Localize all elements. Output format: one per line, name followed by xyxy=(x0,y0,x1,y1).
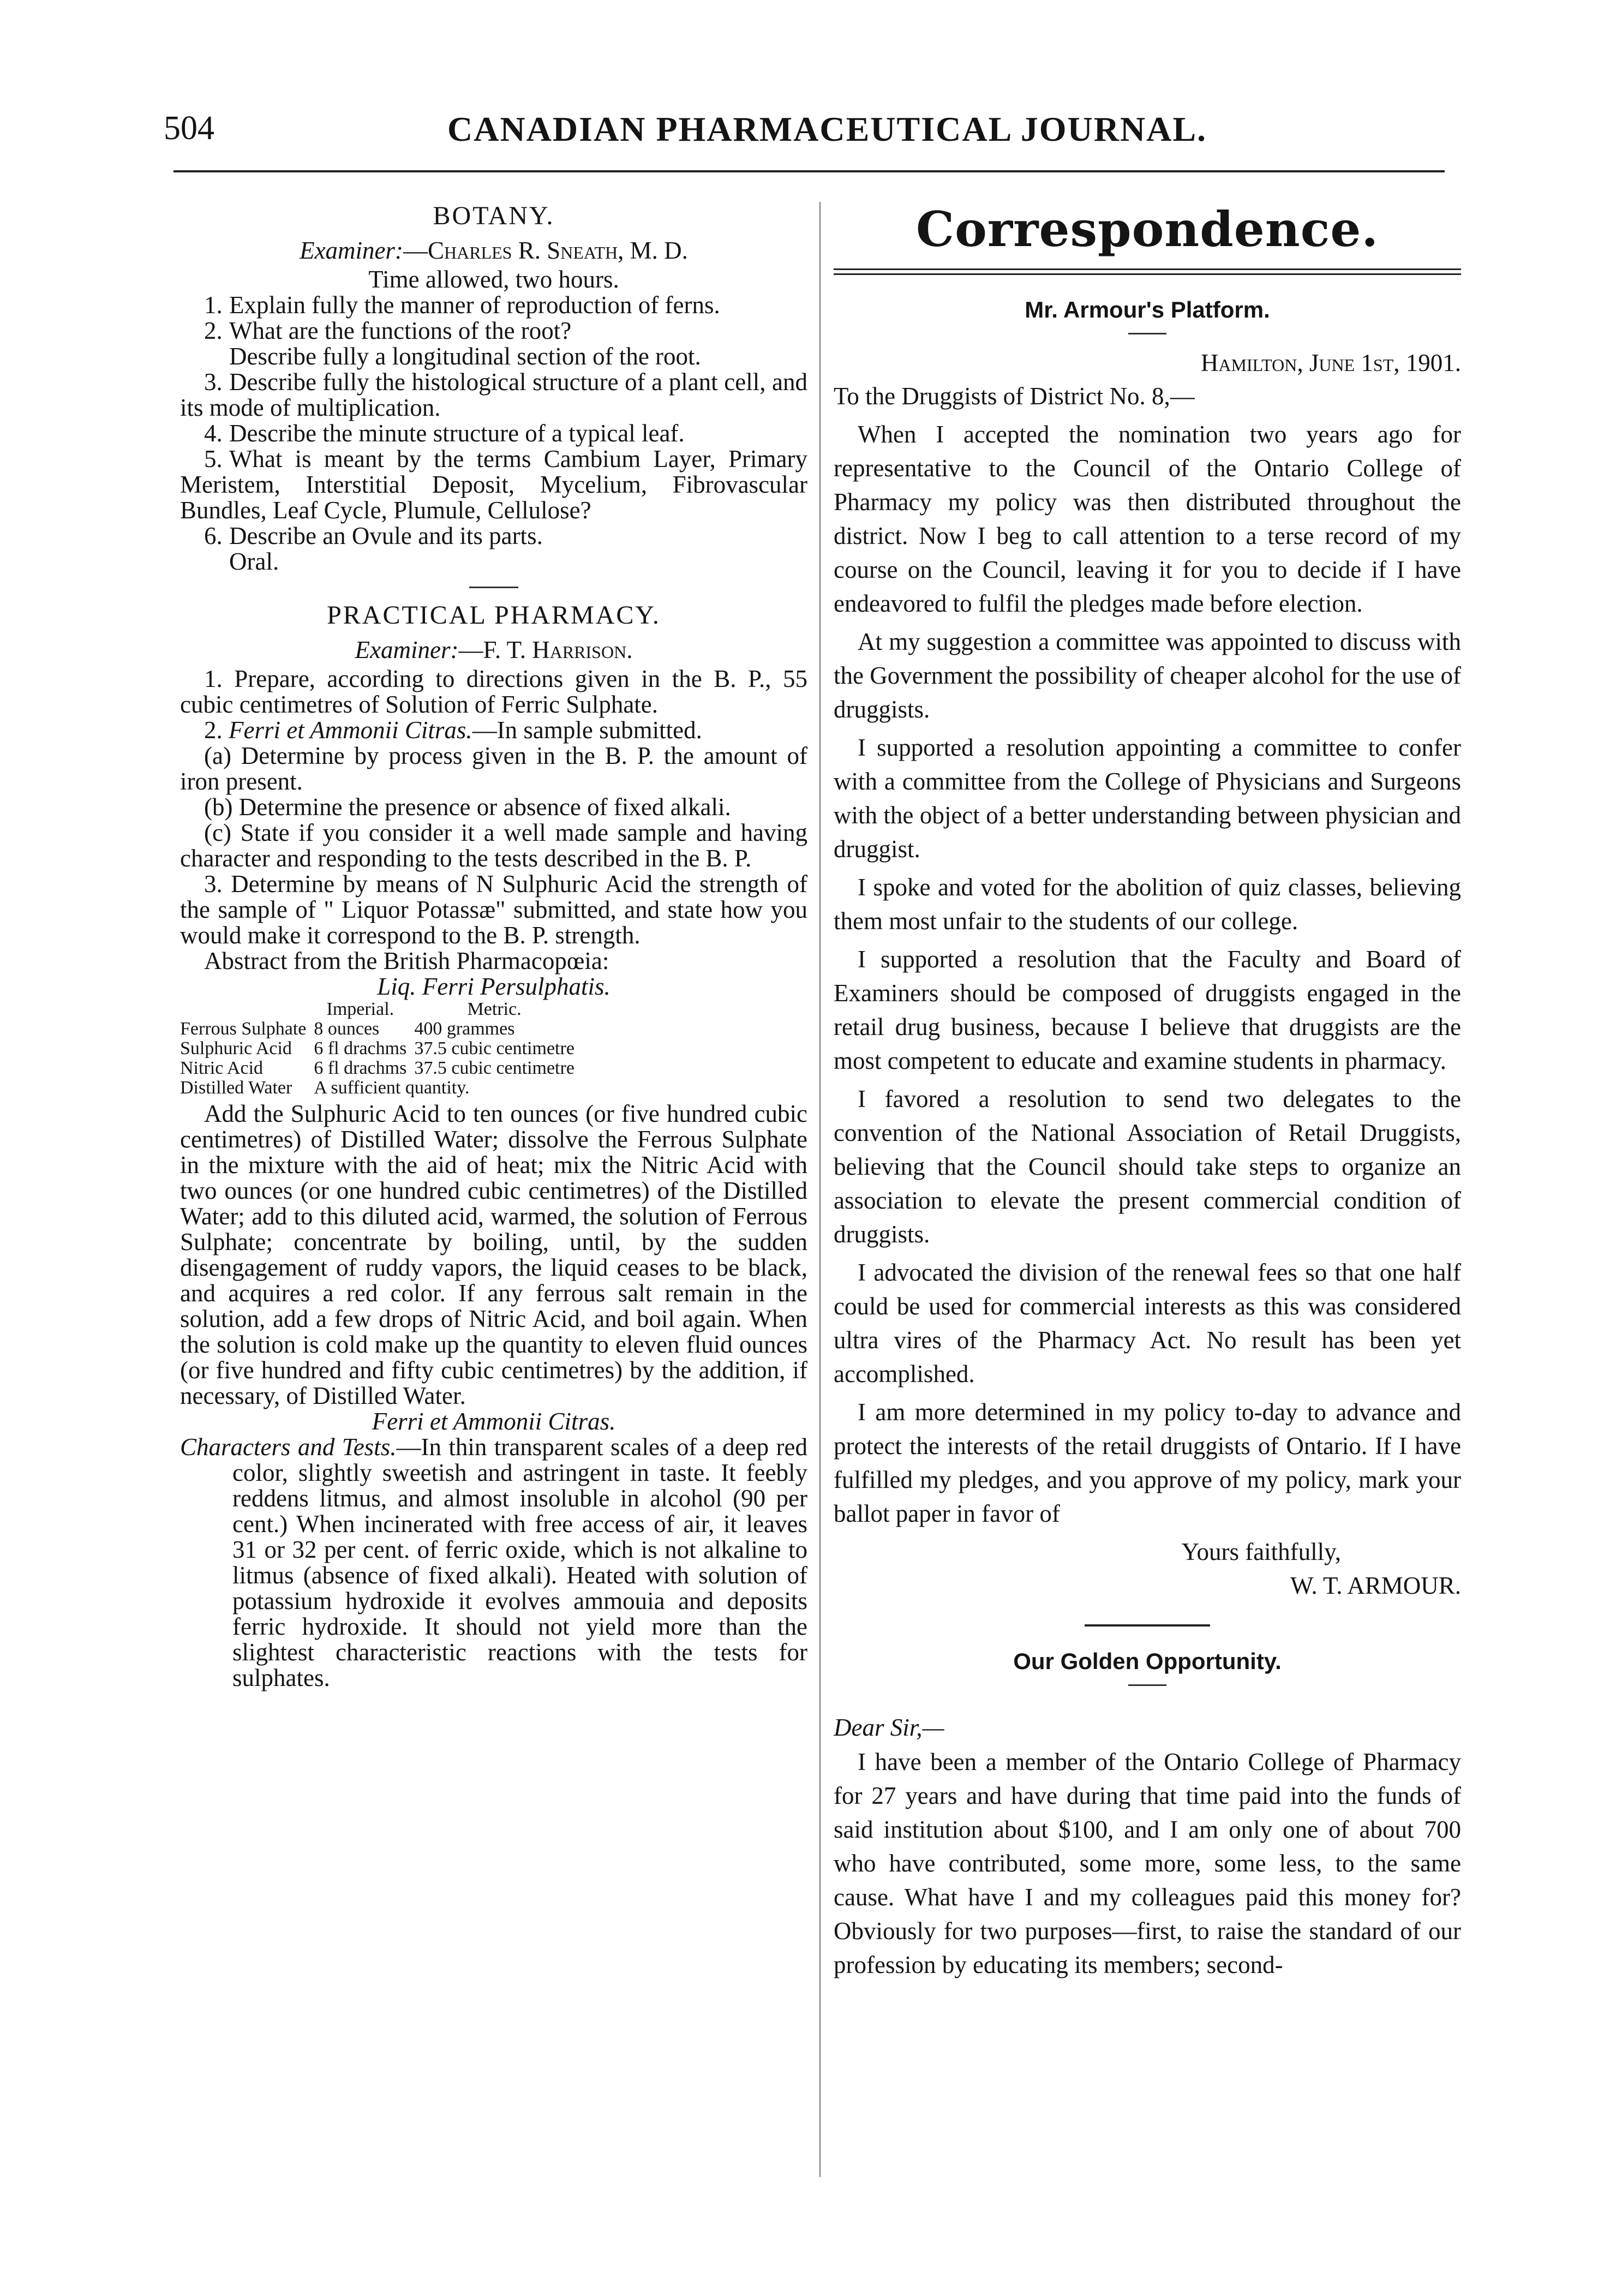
table-row: Sulphuric Acid 6 fl drachms 37.5 cubic centimetre xyxy=(180,1038,574,1059)
letter-paragraph: I supported a resolution appointing a committee to confer with a committee from the College of Physicians and Surgeons with the object of a better understanding between physician and druggist. xyxy=(834,734,1461,863)
botany-question: 2. What are the functions of the root? xyxy=(204,317,572,344)
preparation-method: Add the Sulphuric Acid to ten ounces (or five hundred cubic centimetres) of Distilled Water; dissolve the Ferrous Sulphate in the mixture with the aid of heat; mix the Nitric Acid with two ounces (or one hundred cubic centimetres) of the Distilled Water; add to this diluted acid, warmed, the solution of Ferrous Sulphate; concentrate by boiling, until, by the sudden disengagement of ruddy vapors, the liquid ceases to be black, and acquires a red color. If any ferrous salt remain in the solution, add a few drops of Nitric Acid, and boil again. When the solution is cold make up the quantity to eleven fluid ounces (or five hundred and fifty cubic centimetres) by the addition, if necessary, of Distilled Water. xyxy=(180,1100,807,1409)
dateline: Hamilton, June 1st, 1901. xyxy=(1200,349,1461,376)
table-row: Distilled Water A sufficient quantity. xyxy=(180,1078,470,1098)
botany-time-allowed: Time allowed, two hours. xyxy=(368,266,619,293)
journal-title: CANADIAN PHARMACEUTICAL JOURNAL. xyxy=(447,110,1207,148)
pharmacy-examiner-name: —F. T. Harrison. xyxy=(458,636,633,663)
title-divider xyxy=(1128,333,1166,334)
letter-paragraph: At my suggestion a committee was appointed to discuss with the Government the possibility of cheaper alcohol for the use of druggists. xyxy=(834,628,1461,723)
letter-paragraph: I spoke and voted for the abolition of quiz classes, believing them most unfair to the students of our college. xyxy=(834,874,1461,935)
botany-examiner xyxy=(180,236,807,265)
column-divider xyxy=(819,202,821,2177)
botany-examiner-name: —Charles R. Sneath, M. D. xyxy=(403,237,688,264)
letter-paragraph: I supported a resolution that the Faculty and Board of Examiners should be composed of druggists engaged in the retail drug business, because I believe that druggists are the most competent to educate and examine students in pharmacy. xyxy=(834,946,1461,1074)
botany-examiner-label: Examiner: xyxy=(300,237,404,264)
practical-pharmacy-heading: PRACTICAL PHARMACY. xyxy=(327,601,661,630)
pharmacy-question-2c: (c) State if you consider it a well made sample and having character and responding to the tests described in the B. P. xyxy=(180,819,807,872)
pharmacy-examiner-label: Examiner: xyxy=(355,636,459,663)
characters-and-tests: Characters and Tests.—In thin transparent scales of a deep red color, slightly sweetish and astringent in taste. It feebly reddens litmus, and almost insoluble in alcohol (90 per cent.) When incinerated with free access of air, it leaves 31 or 32 per cent. of ferric oxide, which is not alkaline to litmus (absence of fixed alkali). Heated with solution of potassium hydroxide it evolves ammouia and deposits ferric hydroxide. It should not yield more than the slightest characteristic reactions with the tests for sulphates. xyxy=(180,1433,807,1691)
abstract-intro: Abstract from the British Pharmacopœia: xyxy=(204,947,609,974)
letter-paragraph: I have been a member of the Ontario College of Pharmacy for 27 years and have during that time paid into the funds of said institution about $100, and I am only one of about 700 who have contributed, some more, some less, to the same cause. What have I and my colleagues paid this money for? Obviously for two purposes—first, to raise the standard of our profession by educating its members; second- xyxy=(834,1748,1461,1978)
botany-question: Describe fully a longitudinal section of the root. xyxy=(229,343,701,370)
header-rule xyxy=(173,170,1445,172)
pharmacy-question-2: 2. Ferri et Ammonii Citras.—In sample submitted. xyxy=(204,716,702,744)
ferri-heading: Ferri et Ammonii Citras. xyxy=(372,1408,616,1435)
botany-question: 6. Describe an Ovule and its parts. xyxy=(204,522,543,549)
salutation: Dear Sir,— xyxy=(834,1714,944,1741)
abstract-title: Liq. Ferri Persulphatis. xyxy=(377,973,611,1000)
pharmacy-question-2a: (a) Determine by process given in the B. P. the amount of iron present. xyxy=(180,742,807,795)
pharmacy-question-3: 3. Determine by means of N Sulphuric Acid the strength of the sample of " Liquor Potassæ" submitted, and state how you would make it correspond to the B. P. strength. xyxy=(180,870,807,949)
pharmacy-question-1: 1. Prepare, according to directions given in the B. P., 55 cubic centimetres of Solution of Ferric Sulphate. xyxy=(180,665,807,718)
running-header xyxy=(164,104,1451,158)
botany-question: 1. Explain fully the manner of reproduction of ferns. xyxy=(204,291,720,319)
letter-title-golden-opportunity: Our Golden Opportunity. xyxy=(1013,1648,1282,1674)
letter-title-armour: Mr. Armour's Platform. xyxy=(1025,297,1270,322)
pharmacy-question-2b: (b) Determine the presence or absence of fixed alkali. xyxy=(204,793,731,821)
letter-paragraph: I favored a resolution to send two delegates to the convention of the National Association of Retail Druggists, believing that the Council should take steps to organize an association to elevate the present commercial condition of druggists. xyxy=(834,1085,1461,1248)
abstract-table xyxy=(180,1000,582,1098)
pharmacy-examiner xyxy=(180,636,807,664)
left-column xyxy=(180,196,807,1691)
section-divider xyxy=(469,587,518,588)
botany-questions xyxy=(180,292,807,575)
table-header-row: Imperial. Metric. xyxy=(326,999,522,1019)
letter-paragraph: I am more determined in my policy to-day to advance and protect the interests of the retail druggists of Ontario. If I have fulfilled my pledges, and you approve of my policy, mark your ballot paper in favor of xyxy=(834,1398,1461,1527)
botany-oral: Oral. xyxy=(229,548,279,575)
addressee: To the Druggists of District No. 8,— xyxy=(834,382,1195,410)
letter-paragraph: When I accepted the nomination two years ago for representative to the Council of the Ontario College of Pharmacy my policy was then distributed throughout the district. Now I beg to call attention to a terse record of my course on the Council, leaving it for you to decide if I have endeavored to fulfil the pledges made before election. xyxy=(834,421,1461,617)
right-column xyxy=(834,196,1461,1986)
letter-signature: W. T. ARMOUR. xyxy=(1290,1572,1461,1599)
letter-paragraph: I advocated the division of the renewal fees so that one half could be used for commercial interests as this was considered ultra vires of the Pharmacy Act. No result has been yet accomplished. xyxy=(834,1259,1461,1388)
letter-divider xyxy=(1085,1624,1210,1627)
letter-closing: Yours faithfully, xyxy=(1181,1538,1341,1565)
table-row: Ferrous Sulphate 8 ounces 400 grammes xyxy=(180,1019,515,1039)
table-row: Nitric Acid 6 fl drachms 37.5 cubic centimetre xyxy=(180,1058,574,1078)
botany-question: 5. What is meant by the terms Cambium Layer, Primary Meristem, Interstitial Deposit, Mycelium, Fibrovascular Bundles, Leaf Cycle, Plumule, Cellulose? xyxy=(180,445,807,524)
botany-heading: BOTANY. xyxy=(433,201,555,230)
title-divider xyxy=(1128,1684,1166,1686)
correspondence-title: Correspondence. xyxy=(916,201,1379,258)
botany-question: 4. Describe the minute structure of a typical leaf. xyxy=(204,420,685,447)
botany-question: 3. Describe fully the histological structure of a plant cell, and its mode of multiplication. xyxy=(180,368,807,421)
title-double-rule xyxy=(834,268,1461,275)
page-number: 504 xyxy=(164,110,214,147)
